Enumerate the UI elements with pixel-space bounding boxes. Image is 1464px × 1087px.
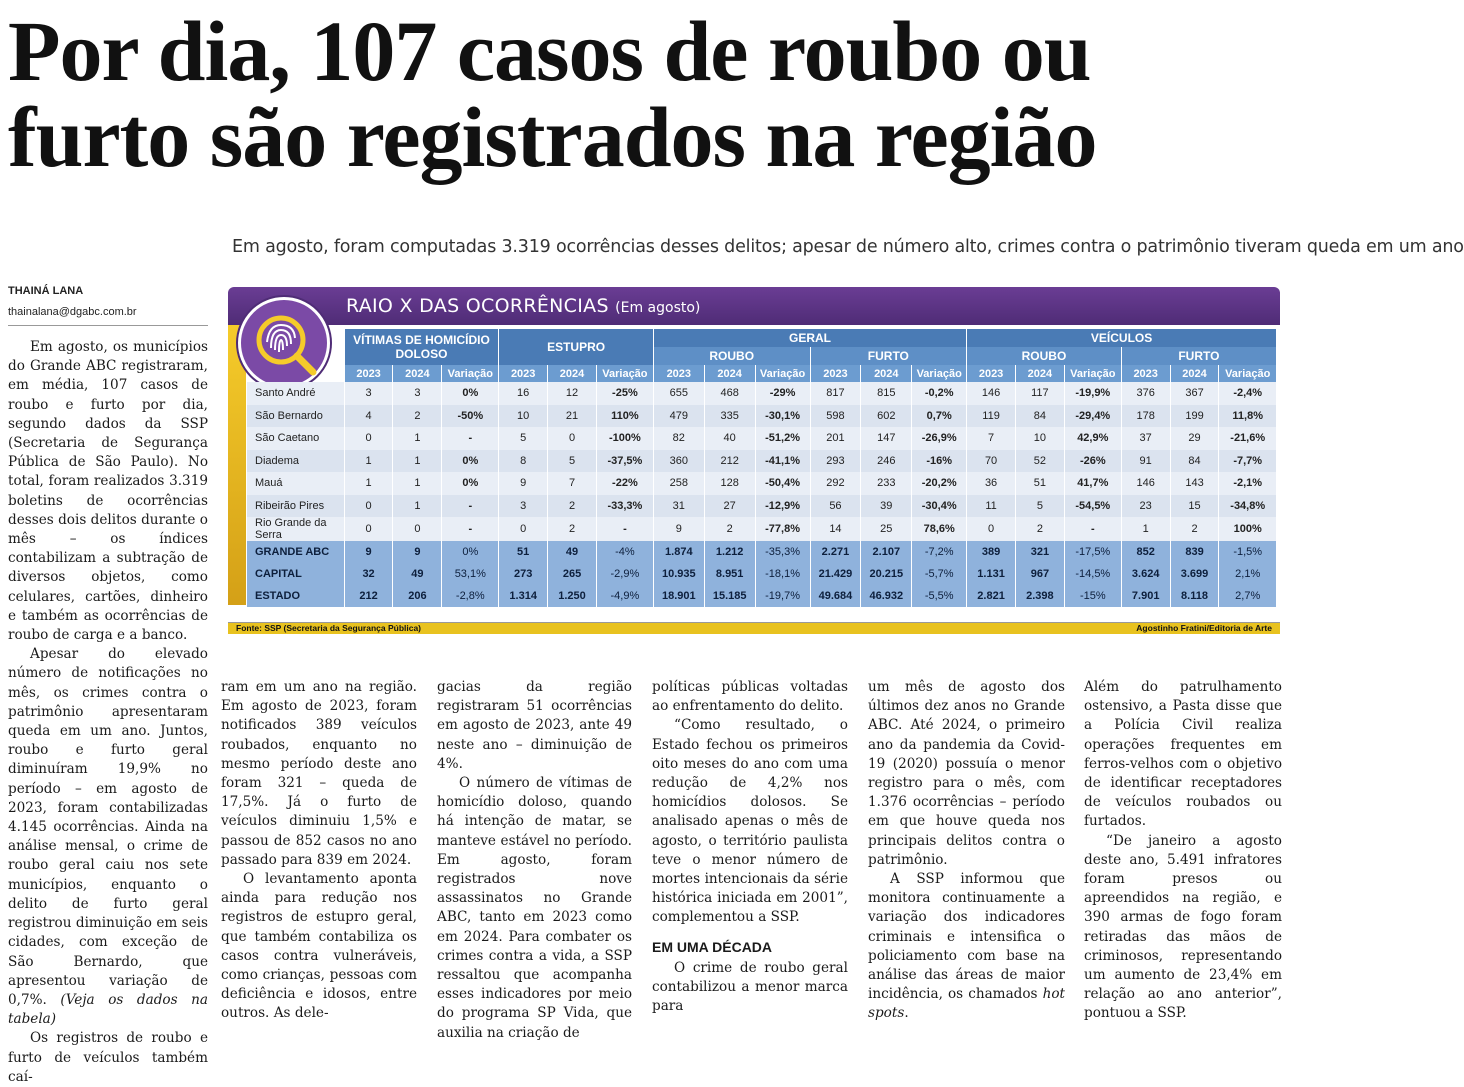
paragraph: [868, 870, 1065, 1024]
table-cell: 9: [653, 517, 704, 541]
table-cell: 178: [1121, 405, 1170, 428]
table-cell-variation: -51,2%: [755, 427, 810, 450]
table-cell-variation: -30,4%: [912, 495, 967, 518]
table-cell-variation: -: [442, 517, 499, 541]
article-column-4: [652, 678, 848, 1016]
table-cell-variation: 41,7%: [1064, 472, 1121, 495]
infographic-title: [346, 295, 700, 317]
table-cell: 146: [1121, 472, 1170, 495]
total-row: [247, 563, 1277, 585]
table-cell-variation: -1,5%: [1219, 541, 1276, 563]
table-cell: 8: [499, 450, 548, 473]
table-cell-variation: 0%: [442, 382, 499, 405]
table-cell: 1.874: [653, 541, 704, 563]
table-cell: 335: [704, 405, 755, 428]
table-cell: 49: [393, 563, 442, 585]
infographic-title-text: RAIO X DAS OCORRÊNCIAS: [346, 295, 609, 317]
table-cell: 21: [548, 405, 597, 428]
table-cell-variation: -14,5%: [1064, 563, 1121, 585]
table-cell: 31: [653, 495, 704, 518]
table-cell: 0: [344, 517, 393, 541]
table-cell-variation: -5,7%: [912, 563, 967, 585]
table-cell: 91: [1121, 450, 1170, 473]
table-cell-variation: -: [1064, 517, 1121, 541]
table-cell-variation: -50,4%: [755, 472, 810, 495]
table-cell: 51: [499, 541, 548, 563]
variation-header: Variação: [1219, 365, 1276, 382]
table-cell-variation: -37,5%: [596, 450, 653, 473]
table-cell-variation: -100%: [596, 427, 653, 450]
variation-header: Variação: [1064, 365, 1121, 382]
year-header: 2024: [393, 365, 442, 382]
table-cell: 3: [393, 382, 442, 405]
table-cell: 70: [967, 450, 1016, 473]
table-cell: 233: [861, 472, 912, 495]
table-cell: 2.821: [967, 585, 1016, 607]
table-cell: 10: [499, 405, 548, 428]
table-cell: 49: [548, 541, 597, 563]
header-veiculos-roubo: ROUBO: [967, 347, 1122, 365]
table-cell: 7.901: [1121, 585, 1170, 607]
table-cell: 51: [1015, 472, 1064, 495]
table-cell: 5: [548, 450, 597, 473]
total-row: [247, 541, 1277, 563]
table-cell-variation: -22%: [596, 472, 653, 495]
table-cell-variation: -19,7%: [755, 585, 810, 607]
paragraph-end: .: [904, 1005, 909, 1022]
table-cell: 1.131: [967, 563, 1016, 585]
paragraph: gacias da região registraram 51 ocorrências em agosto de 2023, ante 49 neste ano – diminuição de 4%.: [437, 679, 632, 772]
author-email[interactable]: thainalana@dgabc.com.br: [8, 306, 137, 318]
table-cell: 0: [548, 427, 597, 450]
table-cell: 292: [810, 472, 861, 495]
row-label: GRANDE ABC: [247, 541, 345, 563]
table-cell: 468: [704, 382, 755, 405]
table-cell: 265: [548, 563, 597, 585]
header-geral-furto: FURTO: [810, 347, 967, 365]
table-cell-variation: 0%: [442, 450, 499, 473]
row-label: Ribeirão Pires: [247, 495, 345, 518]
byline-divider: [8, 325, 208, 326]
table-cell: 246: [861, 450, 912, 473]
table-cell: 14: [810, 517, 861, 541]
row-label: CAPITAL: [247, 563, 345, 585]
article-column-6: [1084, 678, 1282, 1024]
table-cell-variation: -15%: [1064, 585, 1121, 607]
table-cell: 1.212: [704, 541, 755, 563]
table-row: [247, 517, 1277, 541]
row-label: ESTADO: [247, 585, 345, 607]
table-cell: 46.932: [861, 585, 912, 607]
table-cell: 1.314: [499, 585, 548, 607]
article-column-1: [8, 338, 208, 1087]
table-cell: 40: [704, 427, 755, 450]
table-cell: 119: [967, 405, 1016, 428]
art-credit: Agostinho Fratini/Editoria de Arte: [1136, 623, 1272, 633]
table-cell: 4: [344, 405, 393, 428]
table-cell-variation: -41,1%: [755, 450, 810, 473]
row-label: São Caetano: [247, 427, 345, 450]
article-column-3: [437, 678, 632, 1043]
table-cell-variation: -29%: [755, 382, 810, 405]
table-cell-variation: -: [442, 427, 499, 450]
year-header: 2023: [344, 365, 393, 382]
table-cell: 12: [548, 382, 597, 405]
year-header: 2024: [861, 365, 912, 382]
table-cell: 52: [1015, 450, 1064, 473]
table-cell: 852: [1121, 541, 1170, 563]
paragraph: Além do patrulhamento ostensivo, a Pasta disse que a Polícia Civil realiza operações frequentes em ferros-velhos com o objetivo de identificar receptadores de veículos roubados ou furtados.: [1084, 679, 1282, 830]
table-cell: 839: [1170, 541, 1219, 563]
year-header: 2023: [967, 365, 1016, 382]
table-cell: 143: [1170, 472, 1219, 495]
table-cell-variation: -26%: [1064, 450, 1121, 473]
table-cell: 146: [967, 382, 1016, 405]
table-cell: 1: [393, 495, 442, 518]
table-cell: 56: [810, 495, 861, 518]
subtitle: Em agosto, foram computadas 3.319 ocorrências desses delitos; apesar de número alto, crimes contra o patrimônio tiveram queda em um ano: [232, 237, 1464, 257]
infographic-title-note: (Em agosto): [615, 300, 701, 316]
table-row: [247, 405, 1277, 428]
row-label: Diadema: [247, 450, 345, 473]
headline: [8, 3, 1288, 185]
table-cell-variation: -19,9%: [1064, 382, 1121, 405]
table-cell: 206: [393, 585, 442, 607]
table-row: [247, 427, 1277, 450]
table-cell: 3.624: [1121, 563, 1170, 585]
table-cell: 15.185: [704, 585, 755, 607]
row-label: Rio Grande da Serra: [247, 517, 345, 541]
table-cell: 32: [344, 563, 393, 585]
table-cell: 1: [393, 472, 442, 495]
table-cell: 29: [1170, 427, 1219, 450]
section-heading: EM UMA DÉCADA: [652, 938, 773, 955]
table-cell: 1: [1121, 517, 1170, 541]
table-cell-variation: -54,5%: [1064, 495, 1121, 518]
table-cell: 212: [344, 585, 393, 607]
article-column-2: [221, 678, 417, 1024]
infographic-header: [228, 287, 1280, 325]
paragraph: O levantamento aponta ainda para redução nos registros de estupro geral, que também contabiliza os casos contra vulneráveis, como crianças, pessoas com deficiência e idosos, entre outros. As dele-: [221, 871, 417, 1022]
paragraph: “Como resultado, o Estado fechou os primeiros oito meses do ano com uma redução de 4,2% nos homicídios dolosos. Se analisado apenas o mês de agosto, o território paulista teve o menor número de mortes intencionais da série histórica iniciada em 2001”, complementou a SSP.: [652, 717, 848, 926]
table-cell: 2.398: [1015, 585, 1064, 607]
table-cell-variation: -5,5%: [912, 585, 967, 607]
paragraph: O número de vítimas de homicídio doloso, quando há intenção de matar, se manteve estável no período. Em agosto, foram registrados nove assassinatos no Grande ABC, tanto em 2023 como em 2024. Para combater os crimes contra a vida, a SSP ressaltou que acompanha esses indicadores por meio do programa SP Vida, que auxilia na criação de: [437, 775, 632, 1041]
paragraph-text: A SSP informou que monitora continuamente a variação dos indicadores criminais e intensifica o policiamento com base na análise das áreas de maior incidência, os chamados: [868, 871, 1065, 1003]
table-cell: 3.699: [1170, 563, 1219, 585]
table-cell: 9: [393, 541, 442, 563]
table-cell-variation: -29,4%: [1064, 405, 1121, 428]
table-cell: 0: [344, 495, 393, 518]
table-cell: 5: [1015, 495, 1064, 518]
table-cell-variation: -0,2%: [912, 382, 967, 405]
table-cell: 82: [653, 427, 704, 450]
table-cell: 199: [1170, 405, 1219, 428]
table-cell: 2: [1170, 517, 1219, 541]
infographic-footer: [228, 622, 1280, 634]
table-cell-variation: 2,1%: [1219, 563, 1276, 585]
table-cell-variation: 0%: [442, 541, 499, 563]
table-cell-variation: 78,6%: [912, 517, 967, 541]
table-cell: 15: [1170, 495, 1219, 518]
table-cell: 18.901: [653, 585, 704, 607]
table-cell-variation: -33,3%: [596, 495, 653, 518]
year-header-row: [247, 365, 1277, 382]
table-cell: 389: [967, 541, 1016, 563]
table-cell: 655: [653, 382, 704, 405]
table-cell-variation: -4%: [596, 541, 653, 563]
table-cell: 10.935: [653, 563, 704, 585]
table-cell: 8.951: [704, 563, 755, 585]
infographic-side-bar: [228, 325, 246, 605]
table-cell-variation: -2,1%: [1219, 472, 1276, 495]
paragraph: ram em um ano na região. Em agosto de 2023, foram notificados 389 veículos roubados, enquanto no mesmo período deste ano foram 321 – queda de 17,5%. Já o furto de veículos diminuiu 1,5% e passou de 852 casos no ano passado para 839 em 2024.: [221, 679, 417, 868]
table-row: [247, 382, 1277, 405]
table-cell-variation: -18,1%: [755, 563, 810, 585]
table-cell: 258: [653, 472, 704, 495]
year-header: 2024: [1170, 365, 1219, 382]
author-name: THAINÁ LANA: [8, 285, 84, 297]
table-cell: 2: [1015, 517, 1064, 541]
table-cell: 0: [499, 517, 548, 541]
table-cell-variation: -50%: [442, 405, 499, 428]
table-cell: 2: [393, 405, 442, 428]
table-cell: 321: [1015, 541, 1064, 563]
table-cell-variation: 2,7%: [1219, 585, 1276, 607]
table-cell-variation: -26,9%: [912, 427, 967, 450]
year-header: 2023: [653, 365, 704, 382]
variation-header: Variação: [912, 365, 967, 382]
table-row: [247, 495, 1277, 518]
table-cell: 2: [548, 517, 597, 541]
table-cell-variation: -30,1%: [755, 405, 810, 428]
paragraph: Em agosto, os municípios do Grande ABC registraram, em média, 107 casos de roubo e furto por dia, segundo dados da SSP (Secretaria de Segurança Pública de São Paulo). No total, foram realizados 3.319 boletins de ocorrências desses dois delitos durante o mês – os índices contabilizam a subtração de diversos objetos, como celulares, cartões, dinheiro e também as ocorrências de roubo de carga e a banco.: [8, 339, 208, 644]
table-cell-variation: -2,8%: [442, 585, 499, 607]
table-cell: 7: [548, 472, 597, 495]
total-row: [247, 585, 1277, 607]
table-cell-variation: -25%: [596, 382, 653, 405]
table-cell: 0: [393, 517, 442, 541]
table-cell: 293: [810, 450, 861, 473]
table-cell: 376: [1121, 382, 1170, 405]
table-cell: 1: [393, 427, 442, 450]
header-geral: GERAL: [653, 329, 966, 347]
table-cell: 817: [810, 382, 861, 405]
table-cell-variation: 11,8%: [1219, 405, 1276, 428]
table-cell: 128: [704, 472, 755, 495]
table-cell: 7: [967, 427, 1016, 450]
row-label: Santo André: [247, 382, 345, 405]
table-cell: 201: [810, 427, 861, 450]
table-cell-variation: -2,4%: [1219, 382, 1276, 405]
table-cell: 9: [499, 472, 548, 495]
table-cell-variation: -77,8%: [755, 517, 810, 541]
article-column-5: [868, 678, 1065, 1024]
header-veiculos-furto: FURTO: [1121, 347, 1276, 365]
table-cell: 27: [704, 495, 755, 518]
table-cell: 16: [499, 382, 548, 405]
table-cell: 2.271: [810, 541, 861, 563]
table-cell: 8.118: [1170, 585, 1219, 607]
table-cell: 21.429: [810, 563, 861, 585]
variation-header: Variação: [596, 365, 653, 382]
table-cell: 0: [967, 517, 1016, 541]
infographic: [228, 287, 1280, 637]
headline-line-2: furto são registrados na região: [8, 89, 1097, 185]
table-cell-variation: -7,7%: [1219, 450, 1276, 473]
table-cell-variation: -12,9%: [755, 495, 810, 518]
source-note: Fonte: SSP (Secretaria da Segurança Pública): [236, 623, 422, 633]
table-cell: 598: [810, 405, 861, 428]
paragraph: O crime de roubo geral contabilizou a menor marca para: [652, 959, 848, 1015]
table-cell: 967: [1015, 563, 1064, 585]
header-veiculos: VEÍCULOS: [967, 329, 1276, 347]
table-cell: 49.684: [810, 585, 861, 607]
table-cell: 1: [344, 472, 393, 495]
table-cell: 84: [1170, 450, 1219, 473]
table-cell-variation: -17,5%: [1064, 541, 1121, 563]
table-cell-variation: -35,3%: [755, 541, 810, 563]
table-cell: 9: [344, 541, 393, 563]
emphasis-text: hot spots: [868, 986, 1065, 1022]
table-cell: 84: [1015, 405, 1064, 428]
table-cell: 479: [653, 405, 704, 428]
table-row: [247, 450, 1277, 473]
table-cell: 273: [499, 563, 548, 585]
year-header: 2023: [810, 365, 861, 382]
table-cell: 602: [861, 405, 912, 428]
table-cell: 360: [653, 450, 704, 473]
table-row: [247, 472, 1277, 495]
headline-line-1: Por dia, 107 casos de roubo ou: [8, 3, 1091, 99]
table-cell: 36: [967, 472, 1016, 495]
row-label: São Bernardo: [247, 405, 345, 428]
header-homicidio: VÍTIMAS DE HOMICÍDIO DOLOSO: [344, 329, 499, 365]
table-cell-variation: -: [442, 495, 499, 518]
header-estupro: ESTUPRO: [499, 329, 654, 365]
paragraph: políticas públicas voltadas ao enfrentamento do delito.: [652, 679, 848, 715]
table-cell: 25: [861, 517, 912, 541]
table-cell: 20.215: [861, 563, 912, 585]
table-cell-variation: -7,2%: [912, 541, 967, 563]
table-cell: 3: [344, 382, 393, 405]
table-cell: 1: [344, 450, 393, 473]
table-cell-variation: 0%: [442, 472, 499, 495]
paragraph: “De janeiro a agosto deste ano, 5.491 infratores foram presos ou apreendidos na região, e 390 armas de fogo foram retiradas das mãos de criminosos, representando um aumento de 23,4% em relação ao ano anterior”, pontuou a SSP.: [1084, 832, 1282, 1022]
table-cell-variation: -4,9%: [596, 585, 653, 607]
table-cell: 23: [1121, 495, 1170, 518]
table-cell-variation: -: [596, 517, 653, 541]
table-cell-variation: -21,6%: [1219, 427, 1276, 450]
year-header: 2024: [1015, 365, 1064, 382]
table-cell-variation: -34,8%: [1219, 495, 1276, 518]
table-cell-variation: 110%: [596, 405, 653, 428]
table-cell: 0: [344, 427, 393, 450]
variation-header: Variação: [755, 365, 810, 382]
table-cell-variation: 100%: [1219, 517, 1276, 541]
table-cell: 147: [861, 427, 912, 450]
row-label: Mauá: [247, 472, 345, 495]
table-cell: 2.107: [861, 541, 912, 563]
table-cell-variation: -2,9%: [596, 563, 653, 585]
table-cell-variation: 0,7%: [912, 405, 967, 428]
table-cell: 2: [704, 517, 755, 541]
year-header: 2024: [548, 365, 597, 382]
table-cell: 10: [1015, 427, 1064, 450]
table-cell-variation: 42,9%: [1064, 427, 1121, 450]
header-geral-roubo: ROUBO: [653, 347, 810, 365]
table-cell-variation: -20,2%: [912, 472, 967, 495]
table-cell: 2: [548, 495, 597, 518]
table-cell: 117: [1015, 382, 1064, 405]
table-cell: 212: [704, 450, 755, 473]
variation-header: Variação: [442, 365, 499, 382]
paragraph-text: Apesar do elevado número de notificações no mês, os crimes contra o patrimônio apresentaram queda em um ano. Juntos, roubo e furto geral diminuíram 19,9% no período – em agosto de 2023, foram contabilizadas 4.145 ocorrências. Ainda na análise mensal, o crime de roubo geral caiu nos sete municípios, enquanto o delito de furto geral registrou diminuição em seis cidades, com exceção de São Bernardo, que apresentou variação de 0,7%.: [8, 646, 208, 1008]
table-cell: 1.250: [548, 585, 597, 607]
table-reference-note: (Veja os dados na tabela): [8, 991, 209, 1028]
paragraph: Os registros de roubo e furto de veículos também caí-: [8, 1030, 208, 1085]
table-cell: 11: [967, 495, 1016, 518]
paragraph: [8, 645, 208, 1029]
table-cell-variation: 53,1%: [442, 563, 499, 585]
occurrences-table: [246, 329, 1276, 607]
table-cell: 1: [393, 450, 442, 473]
paragraph: um mês de agosto dos últimos dez anos no Grande ABC. Até 2024, o primeiro ano da pandemia da Covid-19 (2020) possuía o menor registro para o mês, com 1.376 ocorrências – período em que houve queda nos principais delitos contra o patrimônio.: [868, 679, 1065, 868]
year-header: 2023: [499, 365, 548, 382]
table-cell: 39: [861, 495, 912, 518]
table-cell-variation: -16%: [912, 450, 967, 473]
year-header: 2024: [704, 365, 755, 382]
table-cell: 367: [1170, 382, 1219, 405]
year-header: 2023: [1121, 365, 1170, 382]
table-cell: 5: [499, 427, 548, 450]
table-cell: 37: [1121, 427, 1170, 450]
table-cell: 815: [861, 382, 912, 405]
table-cell: 3: [499, 495, 548, 518]
